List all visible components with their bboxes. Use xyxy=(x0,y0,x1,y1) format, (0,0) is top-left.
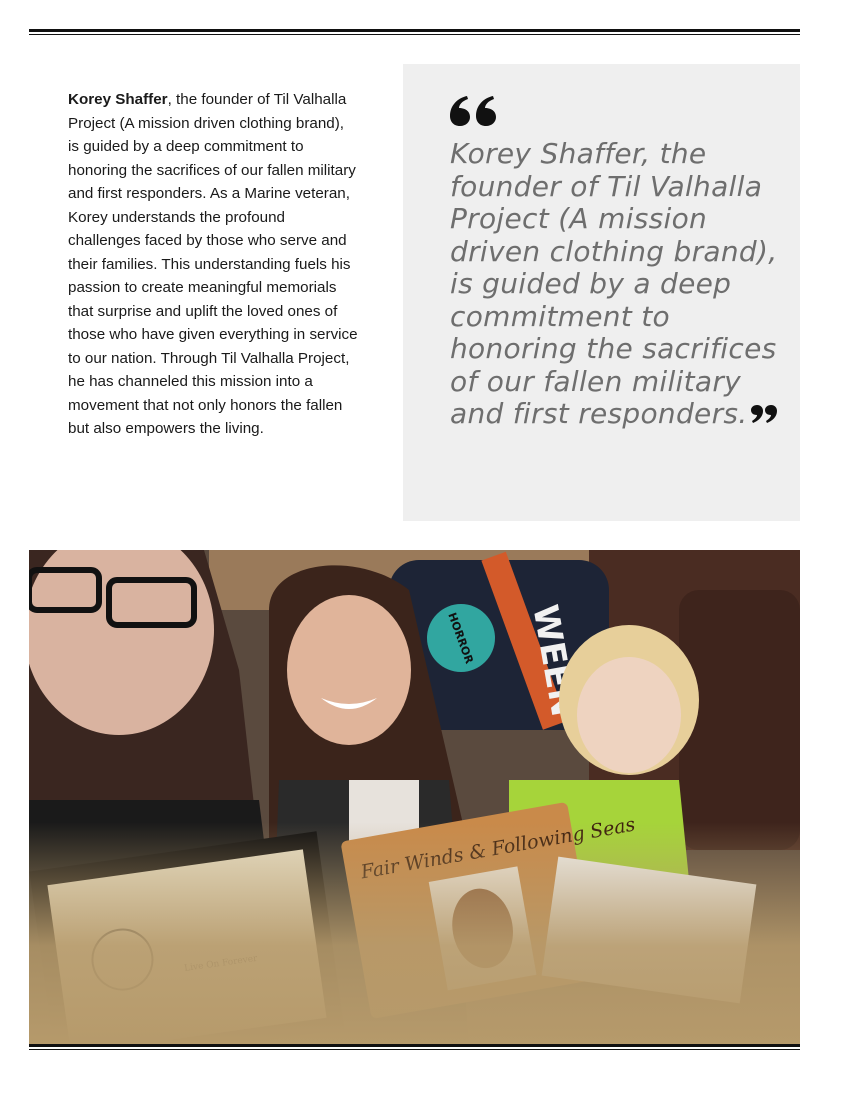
top-rule-thin xyxy=(29,34,800,35)
pull-quote-box xyxy=(403,64,800,521)
bottom-rule-thick xyxy=(29,1044,800,1047)
open-quote-icon xyxy=(450,96,496,126)
family-photo-illustration xyxy=(29,550,800,1045)
close-quote-icon xyxy=(751,405,777,423)
pull-quote-text: Korey Shaffer, the founder of Til Valhalla Project (A mission driven clothing brand), is guided by a deep commitment to honoring the sacrifices of our fallen military and first responders. xyxy=(450,137,778,430)
article-body-text: , the founder of Til Valhalla Project (A mission driven clothing brand), is guided by a deep commitment to honoring the sacrifices of our fallen military and first responders. As a Marine veteran, Korey understands the profound challenges faced by those who serve and their families. This understanding fuels his passion to create meaningful memorials that surprise and uplift the loved ones of those who have given everything in service to our nation. Through Til Valhalla Project, he has channeled this mission into a movement that not only honors the fallen but also empowers the living. xyxy=(68,91,358,437)
bottom-rule-thin xyxy=(29,1049,800,1050)
article-body xyxy=(68,88,358,441)
pull-quote xyxy=(450,138,780,431)
family-photo xyxy=(29,550,800,1045)
author-name: Korey Shaffer xyxy=(68,91,168,108)
top-rule-thick xyxy=(29,29,800,32)
